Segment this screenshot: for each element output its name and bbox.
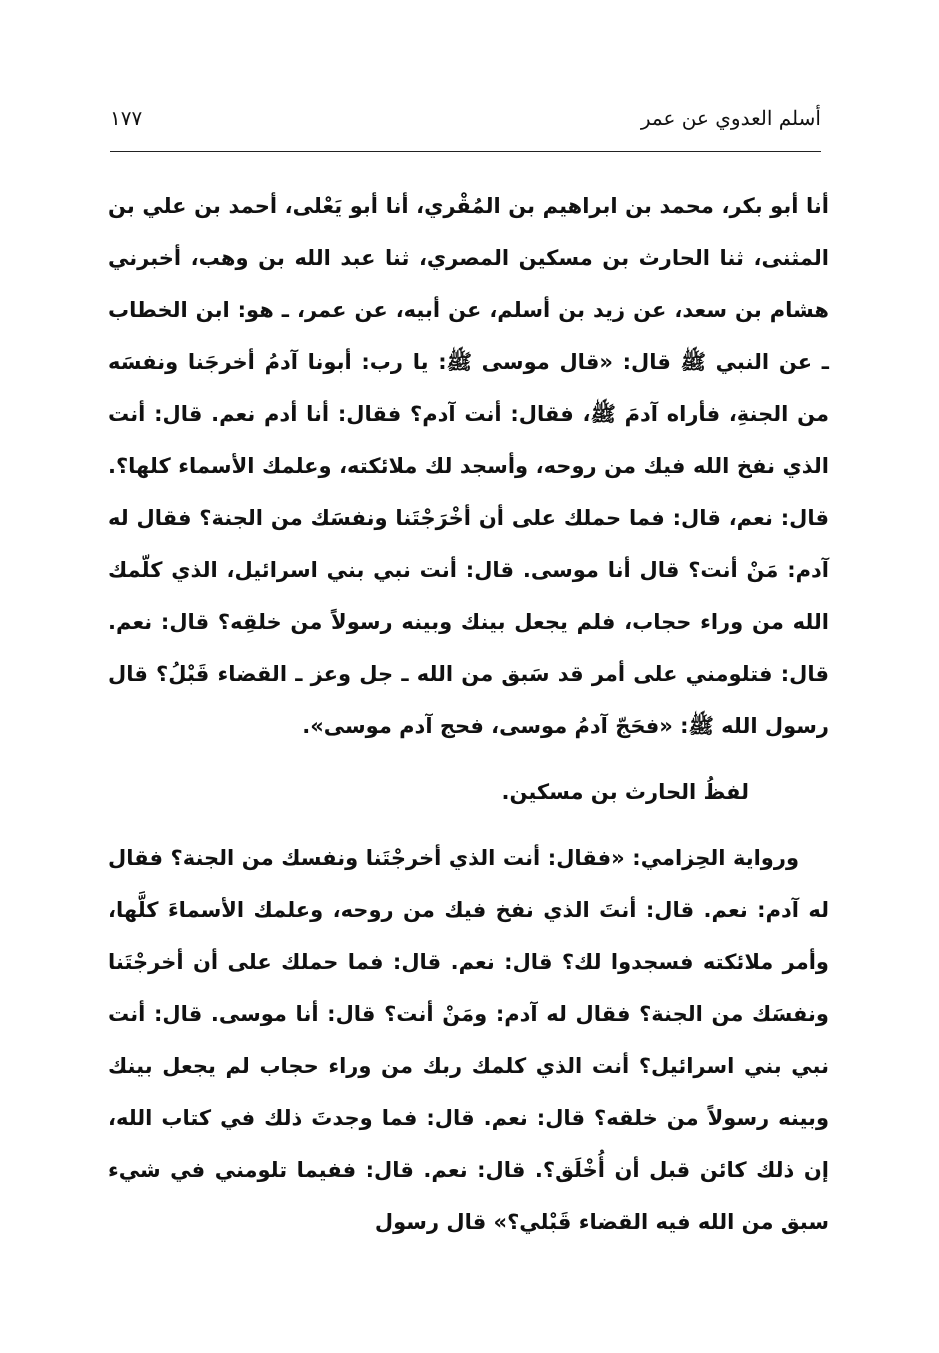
- body-text: [108, 180, 829, 1248]
- running-title: أسلم العدوي عن عمر: [640, 106, 821, 130]
- running-head: [110, 100, 821, 140]
- paragraph-hizami-narration: ورواية الحِزامي: «فقال: أنت الذي أخرجْتَنا ونفسك من الجنة؟ فقال له آدم: نعم. قال: أنتَ الذي نفخ فيك من روحه، وعلمك الأسماءَ كلَّها، وأمر ملائكته فسجدوا لك؟ قال: نعم. قال: فما حملك على أن أخرجْتَنا ونفسَك من الجنة؟ فقال له آدم: ومَنْ أنت؟ قال: أنا موسى. قال: أنت نبي بني اسرائيل؟ أنت الذي كلمك ربك من وراء حجاب لم يجعل بينك وبينه رسولاً من خلقه؟ قال: نعم. قال: فما وجدتَ ذلك في كتاب الله، إن ذلك كائن قبل أن أُخْلَق؟. قال: نعم. قال: ففيما تلومني في شيء سبق من الله فيه القضاء قَبْلي؟» قال رسول: [108, 846, 829, 1234]
- paragraph-hadith: أنا أبو بكر، محمد بن ابراهيم بن المُقْري، أنا أبو يَعْلى، أحمد بن علي بن المثنى، ثنا الحارث بن مسكين المصري، ثنا عبد الله بن وهب، أخبرني هشام بن سعد، عن زيد بن أسلم، عن أبيه، عن عمر، ـ هو: ابن الخطاب ـ عن النبي ﷺ قال: «قال موسى ﷺ: يا رب: أبونا آدمُ أخرجَنا ونفسَه من الجنةِ، فأراه آدمَ ﷺ، فقال: أنت آدم؟ فقال: أنا أدم نعم. قال: أنت الذي نفخ الله فيك من روحه، وأسجد لك ملائكته، وعلمك الأسماء كلها؟. قال: نعم، قال: فما حملك على أن أخْرَجْتَنا ونفسَك من الجنة؟ فقال له آدم: مَنْ أنت؟ قال أنا موسى. قال: أنت نبي بني اسرائيل، الذي كلّمك الله من وراء حجاب، فلم يجعل بينك وبينه رسولاً من خلقِه؟ قال: نعم. قال: فتلومني على أمر قد سَبق من الله ـ جل وعز ـ القضاء قَبْلُ؟ قال رسول الله ﷺ: «فحَجّ آدمُ موسى، فحج آدم موسى».: [108, 194, 829, 738]
- page-number: ١٧٧: [110, 106, 143, 130]
- header-rule: [110, 151, 821, 152]
- paragraph-attribution: لفظُ الحارث بن مسكين.: [501, 780, 749, 804]
